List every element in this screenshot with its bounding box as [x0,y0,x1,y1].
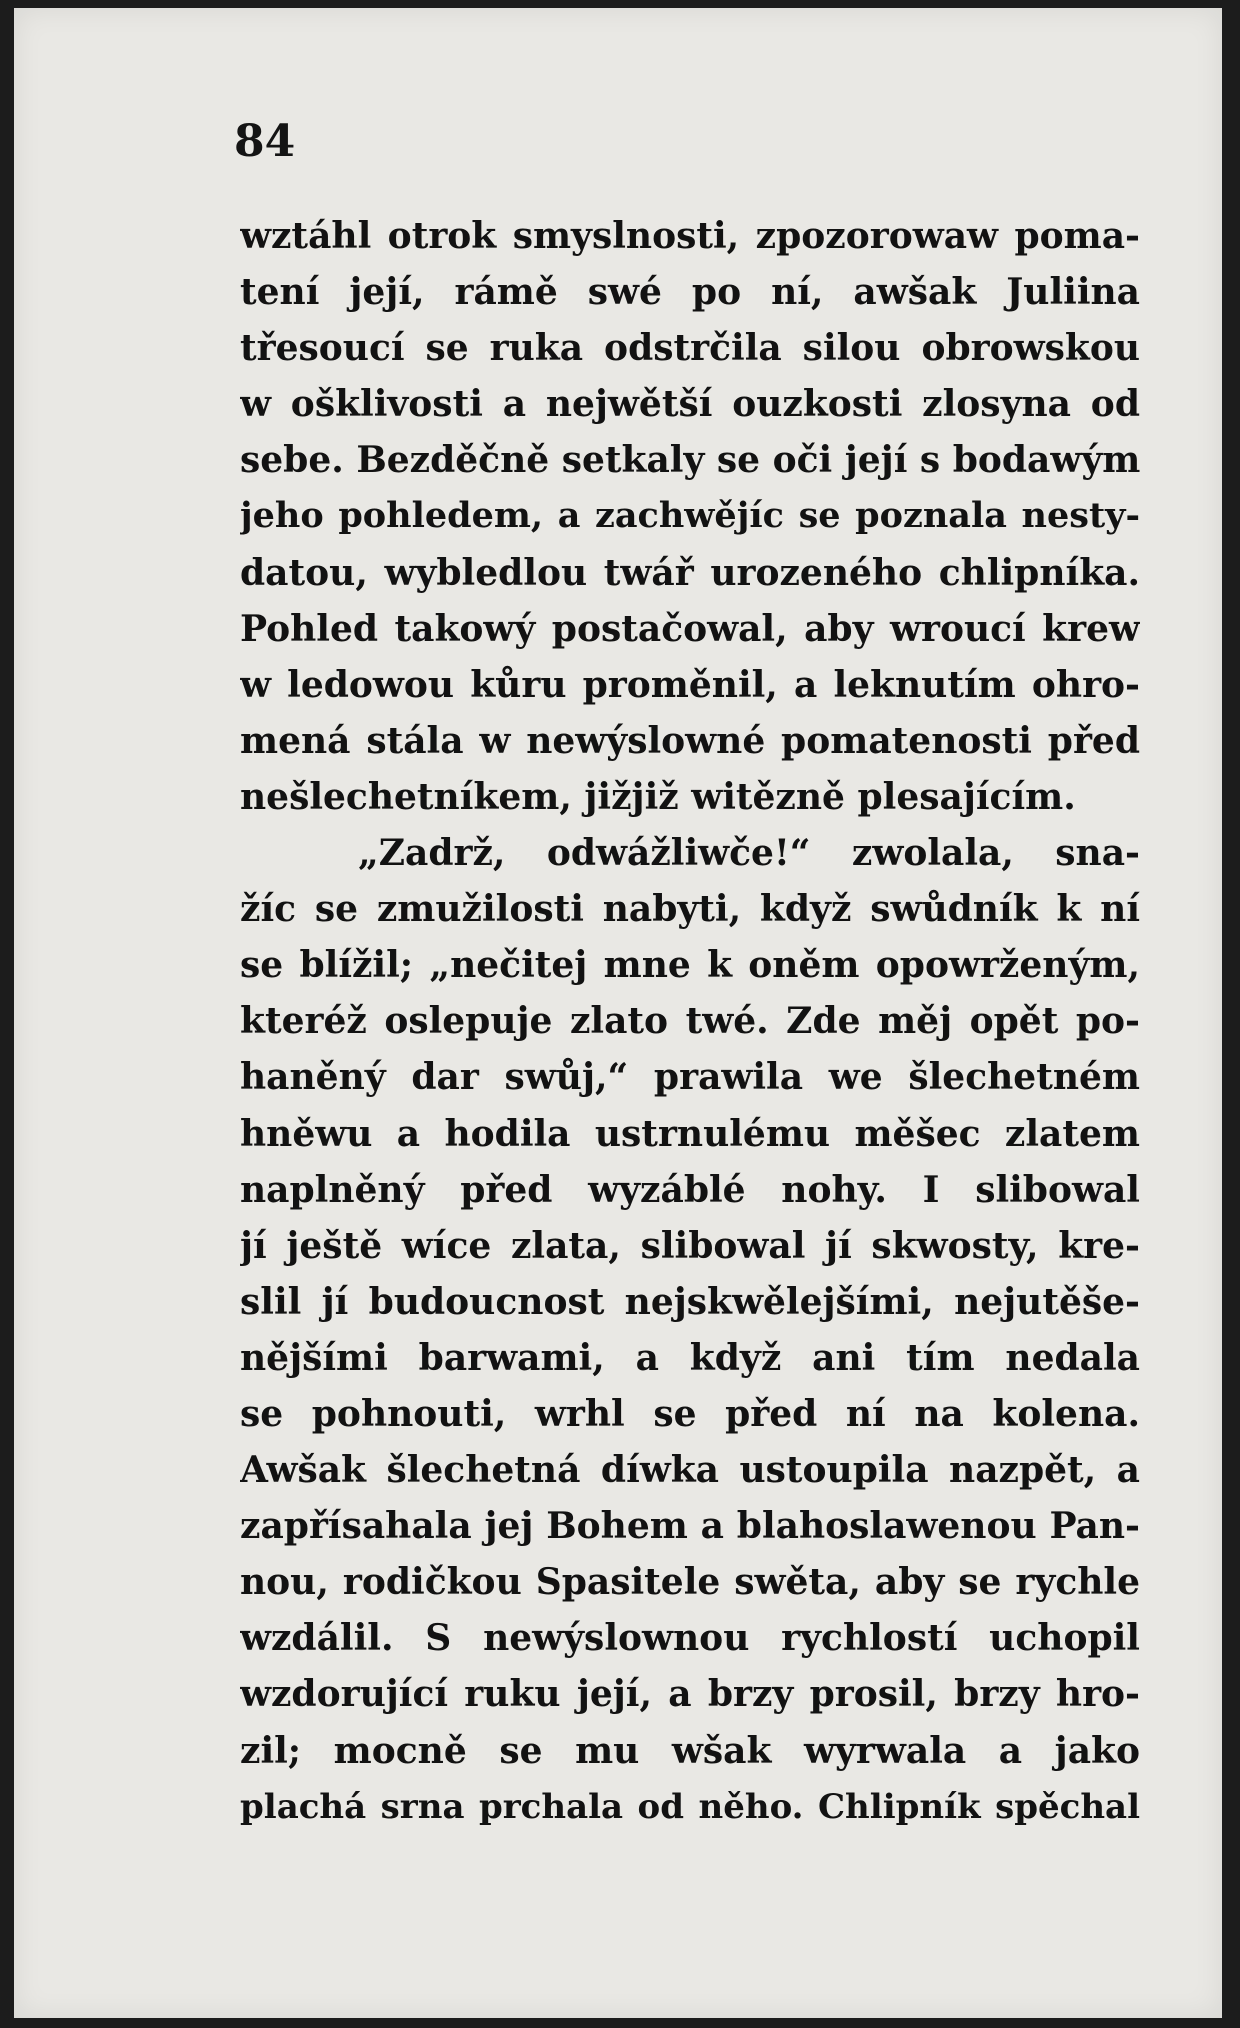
text-line: w ledowou kůru proměnil, a leknutím ohro- [240,663,1140,706]
text-line: jí ještě wíce zlata, slibowal jí skwosty, kre- [240,1224,1140,1267]
text-line: hněwu a hodila ustrnulému měšec zlatem [240,1112,1140,1155]
text-line: plachá srna prchala od něho. Chlipník spěchal [240,1786,1140,1827]
text-line: třesoucí se ruka odstrčila silou obrowskou [240,327,1140,370]
text-line: nějšími barwami, a když ani tím nedala [240,1336,1140,1379]
text-line: tení její, rámě swé po ní, awšak Juliina [240,271,1140,314]
text-line: sebe. Bezděčně setkaly se oči její s bodawým [240,439,1140,482]
text-line: zapřísahala jej Bohem a blahoslawenou Pan- [240,1505,1140,1548]
text-line: zil; mocně se mu wšak wyrwala a jako [240,1729,1140,1772]
text-line: jeho pohledem, a zachwějíc se poznala nesty- [240,495,1140,537]
text-line: wzdálil. S newýslownou rychlostí uchopil [240,1617,1140,1660]
text-line: w ošklivosti a nejwětší ouzkosti zlosyna od [240,383,1140,426]
text-line: nou, rodičkou Spasitele swěta, aby se rychle [240,1561,1140,1604]
text-line: se blížil; „nečitej mne k oněm opowrženým, [240,944,1140,987]
page-number: 84 [234,116,296,167]
text-line: žíc se zmužilosti nabyti, když swůdník k ní [240,888,1140,931]
text-line: Awšak šlechetná díwka ustoupila nazpět, a [240,1449,1140,1492]
text-line: wzdorující ruku její, a brzy prosil, brzy hro- [240,1673,1140,1716]
text-line: kteréž oslepuje zlato twé. Zde měj opět po- [240,1000,1140,1043]
text-line: slil jí budoucnost nejskwělejšími, nejutěše- [240,1280,1140,1323]
text-line: haněný dar swůj,“ prawila we šlechetném [240,1056,1140,1099]
text-line: se pohnouti, wrhl se před ní na kolena. [240,1392,1140,1435]
text-line: nešlechetníkem, jižjiž witězně plesajícím. [240,775,1076,818]
text-line: „Zadrž, odwážliwče!“ zwolala, sna- [358,832,1140,875]
text-line: Pohled takowý postačowal, aby wroucí krew [240,607,1140,650]
book-page [14,8,1222,2018]
text-line: mená stála w newýslowné pomatenosti před [240,719,1140,762]
text-line: naplněný před wyzáblé nohy. I slibowal [240,1168,1140,1211]
text-line: wztáhl otrok smyslnosti, zpozorowaw poma- [240,215,1140,257]
text-line: datou, wybledlou twář urozeného chlipníka. [240,551,1140,594]
body-text [240,208,1140,1835]
